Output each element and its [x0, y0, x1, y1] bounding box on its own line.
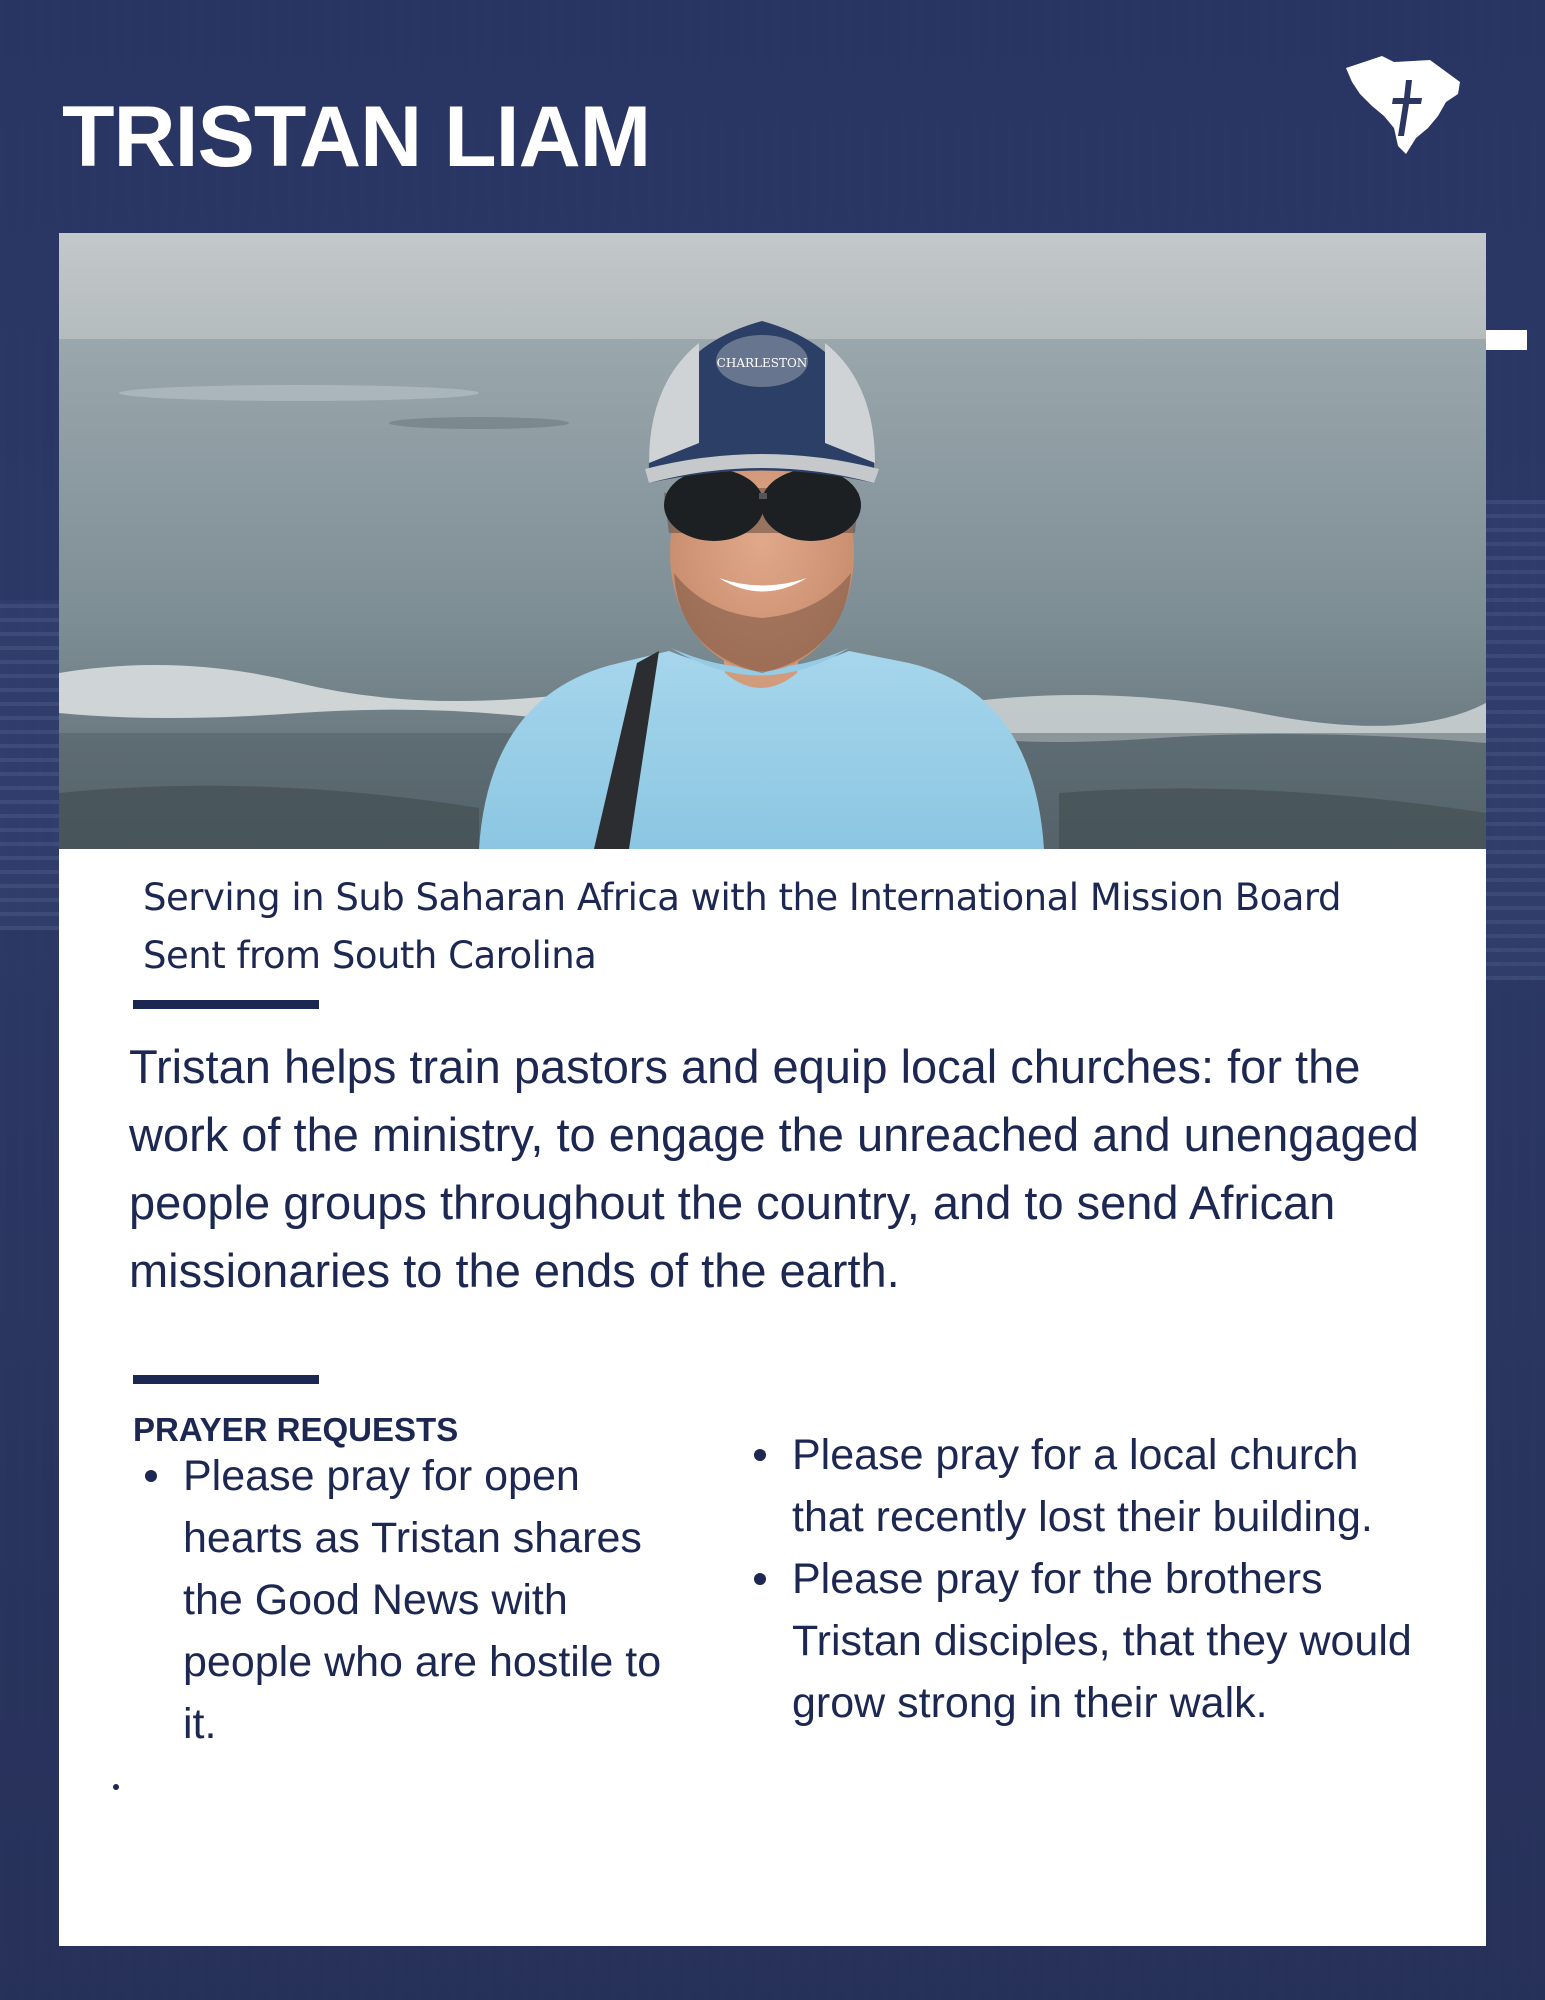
sent-from: Sent from South Carolina [143, 934, 597, 977]
service-location: Serving in Sub Saharan Africa with the International Mission Board [143, 876, 1341, 919]
background-building-right [1485, 500, 1545, 980]
divider [133, 1000, 319, 1009]
profile-card [59, 233, 1486, 1946]
bullet-icon [754, 1573, 766, 1585]
prayer-list-right [792, 1424, 1432, 1734]
prayer-item [792, 1424, 1432, 1548]
stray-dot [113, 1784, 119, 1790]
prayer-item-text: Please pray for the brothers Tristan disciples, that they would grow strong in their walk. [792, 1555, 1412, 1727]
ministry-description: Tristan helps train pastors and equip local churches: for the work of the ministry, to engage the unreached and unengaged people groups throughout the country, and to send African missionaries to the ends of the earth. [129, 1040, 1419, 1297]
prayer-item [183, 1445, 703, 1755]
bullet-icon [754, 1449, 766, 1461]
profile-photo [59, 233, 1486, 849]
prayer-requests-heading: PRAYER REQUESTS [133, 1411, 459, 1448]
prayer-item-text: Please pray for open hearts as Tristan shares the Good News with people who are hostile to it. [183, 1452, 662, 1748]
cap-text: CHARLESTON [716, 356, 808, 370]
page-title: TRISTAN LIAM [62, 89, 651, 185]
prayer-item-text: Please pray for a local church that recently lost their building. [792, 1431, 1373, 1541]
background-building-left [0, 600, 60, 930]
subtitle [143, 869, 1443, 985]
south-carolina-cross-icon [1342, 54, 1464, 158]
prayer-item [792, 1548, 1432, 1734]
bullet-icon [145, 1470, 157, 1482]
prayer-list-left [183, 1445, 703, 1755]
divider [133, 1375, 319, 1384]
